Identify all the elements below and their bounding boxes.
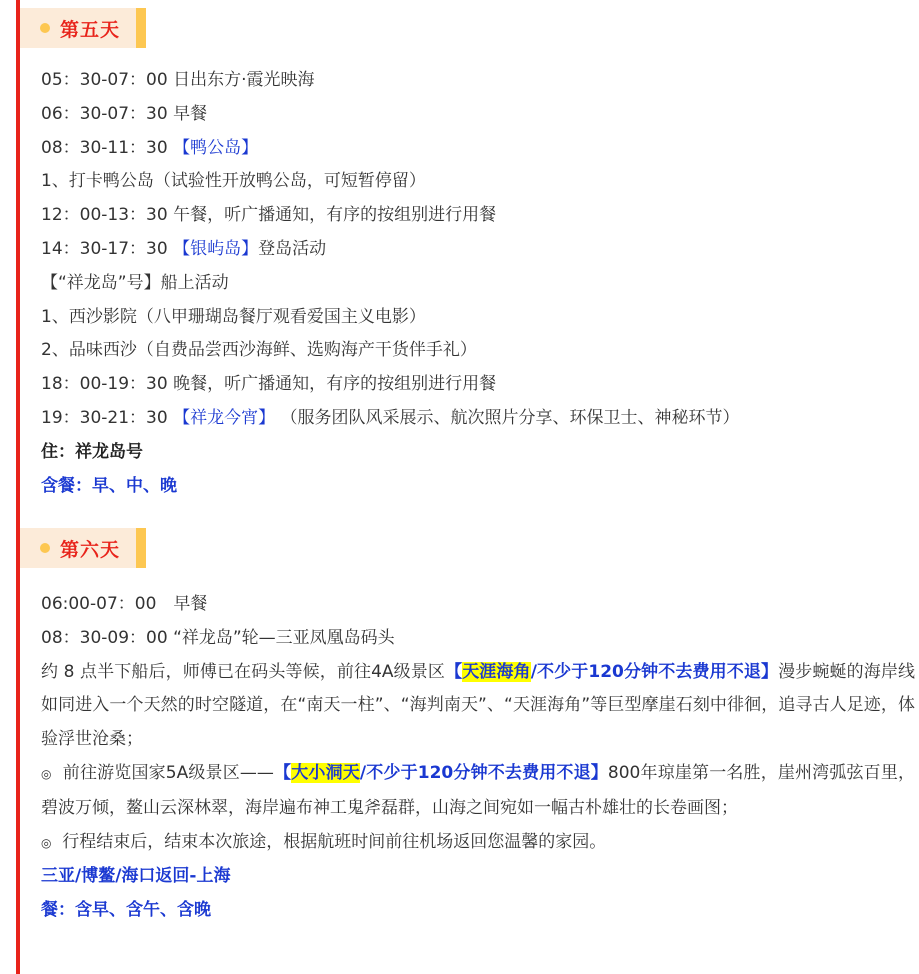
circle-bullet-icon: ◎ (41, 835, 52, 850)
day-5-meals: 含餐：早、中、晚 (41, 475, 177, 496)
itinerary-line (41, 64, 915, 98)
time: 06：30-07：30 (41, 103, 168, 124)
itinerary-line (41, 199, 915, 233)
time: 19：30-21：30 (41, 407, 168, 428)
paragraph-text: 800年琼崖第一名胜，崖州湾弧弦百里，碧波万倾，鳌山云深林翠，海岸遍布神工鬼斧磊群，山海之间宛如一幅古朴雄壮的长卷画图； (41, 762, 916, 818)
day-6-route: 三亚/博鳌/海口返回-上海 (41, 866, 231, 887)
itinerary-line (41, 132, 915, 166)
paragraph-text: 前往游览国家5A级景区—— (62, 762, 274, 783)
itinerary-line (41, 233, 915, 267)
activity: 日出东方·霞光映海 (173, 70, 315, 90)
day-5-stay: 住：祥龙岛号 (41, 441, 143, 462)
daxiao-dongtian-paragraph (41, 757, 915, 826)
activity: （服务团队风采展示、航次照片分享、环保卫士、神秘环节） (280, 407, 740, 428)
attraction-highlight: 天涯海角 (462, 661, 531, 682)
attraction-highlight: 大小洞天 (291, 762, 360, 783)
activity: 早餐 (173, 103, 208, 124)
day-6-section (16, 516, 919, 974)
itinerary-line (41, 368, 915, 402)
paragraph-text: 漫步蜿蜒的海岸线如同进入一个天然的时空隧道，在“南天一柱”、“海判南天”、“天涯海角”等巨型摩崖石刻中徘徊，追寻古人足迹，体验浮世沧桑； (41, 661, 915, 750)
activity: 午餐，听广播通知，有序的按组别进行用餐 (173, 205, 497, 226)
activity: 1、西沙影院（八甲珊瑚岛餐厅观看爱国主义电影） (41, 306, 426, 327)
place-link[interactable]: 【祥龙今宵】 (173, 407, 276, 428)
day-6-meals: 餐：含早、含午、含晚 (41, 900, 211, 921)
circle-bullet-icon: ◎ (41, 766, 52, 781)
itinerary-line (41, 402, 915, 436)
itinerary-line (41, 301, 915, 335)
bullet-dot-icon (40, 23, 50, 33)
activity: 2、品味西沙（自费品尝西沙海鲜、选购海产干货伴手礼） (41, 340, 477, 361)
activity: 1、打卡鸭公岛（试验性开放鸭公岛，可短暂停留） (41, 171, 426, 192)
time: 18：00-19：30 (41, 374, 168, 395)
time: 14：30-17：30 (41, 238, 168, 259)
activity: 【“祥龙岛”号】船上活动 (41, 272, 229, 293)
attraction-note: /不少于120分钟不去费用不退】 (359, 762, 608, 783)
day-6-itinerary (41, 588, 915, 928)
day-6-header (20, 528, 146, 568)
bracket: 【 (445, 661, 463, 682)
time: 08：30-11：30 (41, 137, 168, 158)
day-5-header (20, 8, 146, 48)
itinerary-line: 06:00-07：00 早餐 (41, 594, 208, 614)
bracket: 【 (273, 762, 292, 783)
place-link[interactable]: 【银屿岛】 (173, 238, 259, 259)
time: 12：00-13：30 (41, 205, 168, 226)
itinerary-line (41, 334, 915, 368)
itinerary-line: 08：30-09：00 “祥龙岛”轮—三亚凤凰岛码头 (41, 627, 395, 648)
bullet-dot-icon (40, 543, 50, 553)
time: 05：30-07：00 (41, 70, 168, 90)
day-5-itinerary (41, 64, 915, 503)
place-link[interactable]: 【鸭公岛】 (173, 137, 259, 158)
activity: 登岛活动 (258, 238, 327, 259)
trip-end-line (41, 826, 915, 861)
tianya-haijiao-paragraph (41, 656, 915, 757)
day-6-title: 第六天 (60, 538, 121, 561)
day-5-title: 第五天 (60, 18, 121, 41)
activity: 晚餐，听广播通知，有序的按组别进行用餐 (173, 374, 497, 395)
itinerary-line (41, 98, 915, 132)
paragraph-text: 约 8 点半下船后，师傅已在码头等候，前往4A级景区 (41, 661, 446, 682)
itinerary-line (41, 267, 915, 301)
attraction-note: /不少于120分钟不去费用不退】 (530, 661, 779, 682)
day-5-section (16, 0, 919, 516)
itinerary-line (41, 165, 915, 199)
paragraph-text: 行程结束后，结束本次旅途，根据航班时间前往机场返回您温馨的家园。 (62, 831, 607, 852)
